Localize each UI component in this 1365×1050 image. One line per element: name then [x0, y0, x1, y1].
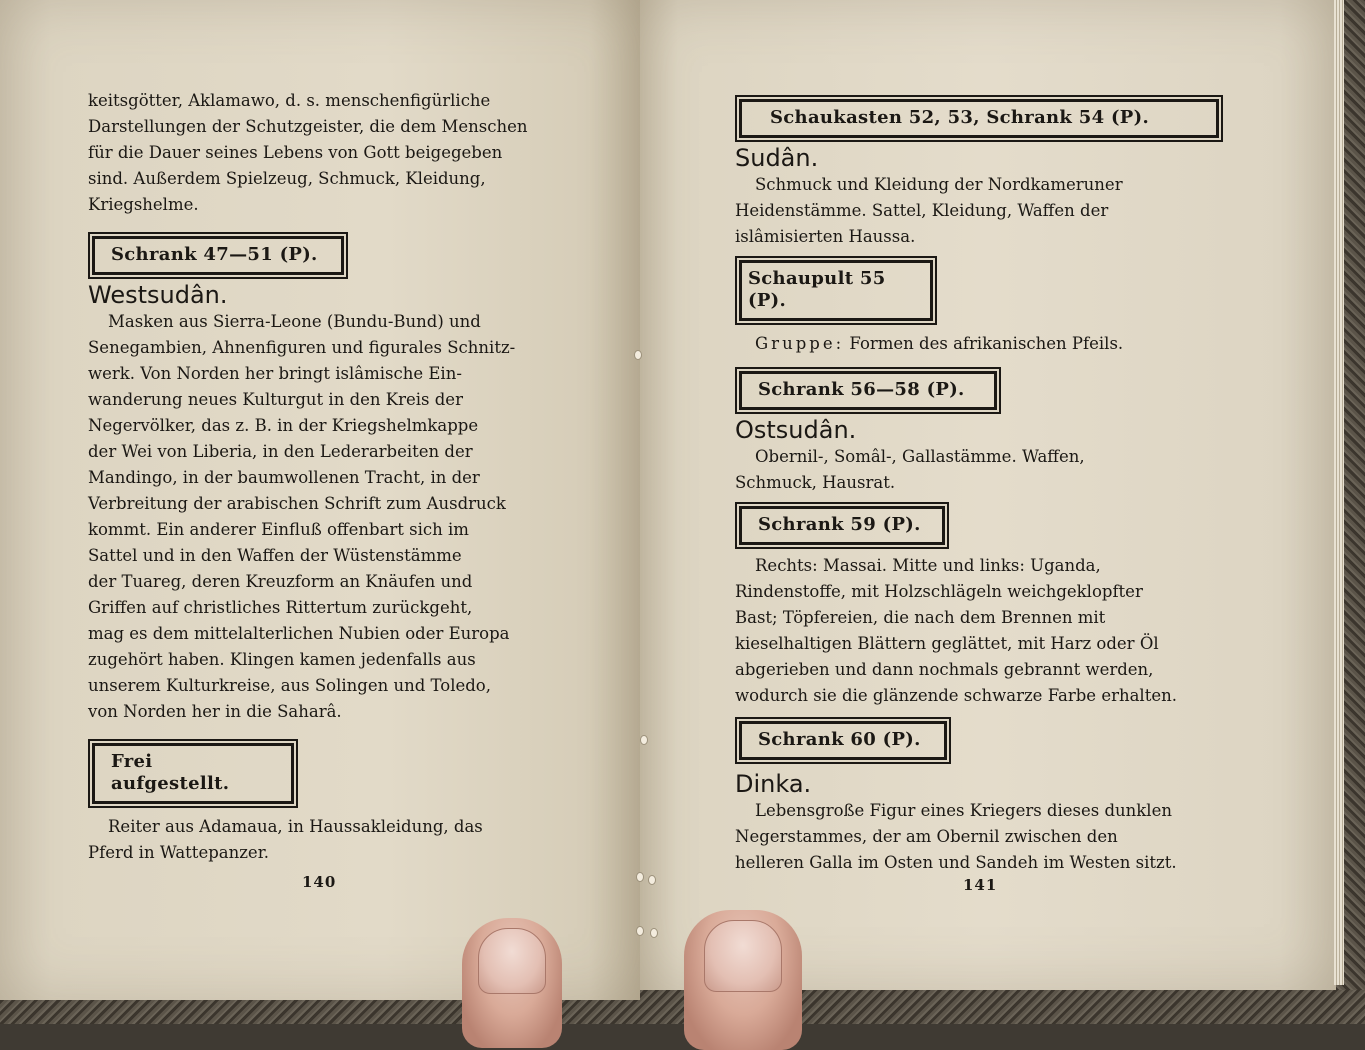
intro-paragraph: [88, 88, 552, 218]
ostsudan-paragraph: [735, 444, 1209, 496]
text-line: der Tuareg, deren Kreuzform an Knäufen und: [88, 572, 473, 591]
schrank-59-paragraph: [735, 553, 1209, 709]
text-line: Schmuck, Hausrat.: [735, 473, 896, 492]
gruppe-text: Formen des afrikanischen Pfeils.: [849, 334, 1124, 353]
left-column: [88, 88, 552, 866]
section-box-schrank-59: Schrank 59 (P).: [739, 506, 945, 545]
section-heading-westsudan: Westsudân.: [88, 281, 228, 309]
text-line: Bast; Töpfereien, die nach dem Brennen mit: [735, 608, 1106, 627]
dinka-paragraph: [735, 798, 1209, 876]
page-edges: [1334, 0, 1344, 985]
section-box-frei-aufgestellt: Frei aufgestellt.: [92, 743, 294, 804]
section-box-schrank-60: Schrank 60 (P).: [739, 721, 947, 760]
text-line: von Norden her in die Saharâ.: [88, 702, 342, 721]
text-line: Rindenstoffe, mit Holzschlägeln weichgeklopfter: [735, 582, 1143, 601]
text-line: für die Dauer seines Lebens von Gott beigegeben: [88, 143, 503, 162]
page-number-left: 140: [302, 873, 337, 891]
westsudan-paragraph: [88, 309, 552, 725]
text-line: sind. Außerdem Spielzeug, Schmuck, Kleidung,: [88, 169, 486, 188]
text-line: werk. Von Norden her bringt islâmische Ein-: [88, 364, 462, 383]
text-line: Griffen auf christliches Rittertum zurückgeht,: [88, 598, 473, 617]
text-line: Verbreitung der arabischen Schrift zum Ausdruck: [88, 494, 506, 513]
section-heading-ostsudan: Ostsudân.: [735, 416, 857, 444]
text-line: Darstellungen der Schutzgeister, die dem Menschen: [88, 117, 528, 136]
text-line: islâmisierten Haussa.: [735, 227, 916, 246]
gruppe-label: Gruppe:: [755, 334, 845, 353]
text-line: Reiter aus Adamaua, in Haussakleidung, das: [108, 817, 483, 836]
right-column: [735, 95, 1209, 876]
left-thumbnail: [478, 928, 546, 994]
section-heading-dinka: Dinka.: [735, 770, 812, 798]
text-line: Heidenstämme. Sattel, Kleidung, Waffen der: [735, 201, 1109, 220]
frei-aufgestellt-paragraph: [88, 814, 552, 866]
binding-stitch: [650, 928, 658, 938]
text-line: wanderung neues Kulturgut in den Kreis der: [88, 390, 463, 409]
binding-stitch: [636, 926, 644, 936]
text-line: Lebensgroße Figur eines Kriegers dieses dunklen: [755, 801, 1172, 820]
text-line: Masken aus Sierra-Leone (Bundu-Bund) und: [108, 312, 481, 331]
binding-stitch: [648, 875, 656, 885]
text-line: Sattel und in den Waffen der Wüstenstämme: [88, 546, 462, 565]
text-line: der Wei von Liberia, in den Lederarbeiten der: [88, 442, 473, 461]
text-line: mag es dem mittelalterlichen Nubien oder Europa: [88, 624, 510, 643]
text-line: unserem Kulturkreise, aus Solingen und Toledo,: [88, 676, 491, 695]
text-line: Negervölker, das z. B. in der Kriegshelmkappe: [88, 416, 479, 435]
text-line: Schmuck und Kleidung der Nordkameruner: [755, 175, 1123, 194]
text-line: Rechts: Massai. Mitte und links: Uganda,: [755, 556, 1101, 575]
binding-stitch: [636, 872, 644, 882]
gruppe-line: [735, 331, 1209, 357]
sudan-paragraph: [735, 172, 1209, 250]
binding-stitch: [634, 350, 642, 360]
page-number-right: 141: [963, 876, 998, 894]
section-box-schaupult-55: Schaupult 55 (P).: [739, 260, 933, 321]
text-line: kommt. Ein anderer Einfluß offenbart sich im: [88, 520, 469, 539]
section-box-schrank-56-58: Schrank 56—58 (P).: [739, 371, 997, 410]
text-line: kieselhaltigen Blättern geglättet, mit Harz oder Öl: [735, 634, 1159, 653]
text-line: wodurch sie die glänzende schwarze Farbe erhalten.: [735, 686, 1177, 705]
text-line: Pferd in Wattepanzer.: [88, 843, 270, 862]
text-line: helleren Galla im Osten und Sandeh im Westen sitzt.: [735, 853, 1177, 872]
binding-stitch: [640, 735, 648, 745]
text-line: Mandingo, in der baumwollenen Tracht, in der: [88, 468, 480, 487]
section-box-schaukasten-52-54: Schaukasten 52, 53, Schrank 54 (P).: [739, 99, 1219, 138]
text-line: Kriegshelme.: [88, 195, 199, 214]
text-line: keitsgötter, Aklamawo, d. s. menschenfigürliche: [88, 91, 491, 110]
text-line: Obernil-, Somâl-, Gallastämme. Waffen,: [755, 447, 1085, 466]
text-line: abgerieben und dann nochmals gebrannt werden,: [735, 660, 1154, 679]
section-heading-sudan: Sudân.: [735, 144, 819, 172]
text-line: Senegambien, Ahnenfiguren und figurales Schnitz-: [88, 338, 516, 357]
section-box-schrank-47-51: Schrank 47—51 (P).: [92, 236, 344, 275]
text-line: Negerstammes, der am Obernil zwischen den: [735, 827, 1118, 846]
right-thumbnail: [704, 920, 782, 992]
text-line: zugehört haben. Klingen kamen jedenfalls aus: [88, 650, 476, 669]
